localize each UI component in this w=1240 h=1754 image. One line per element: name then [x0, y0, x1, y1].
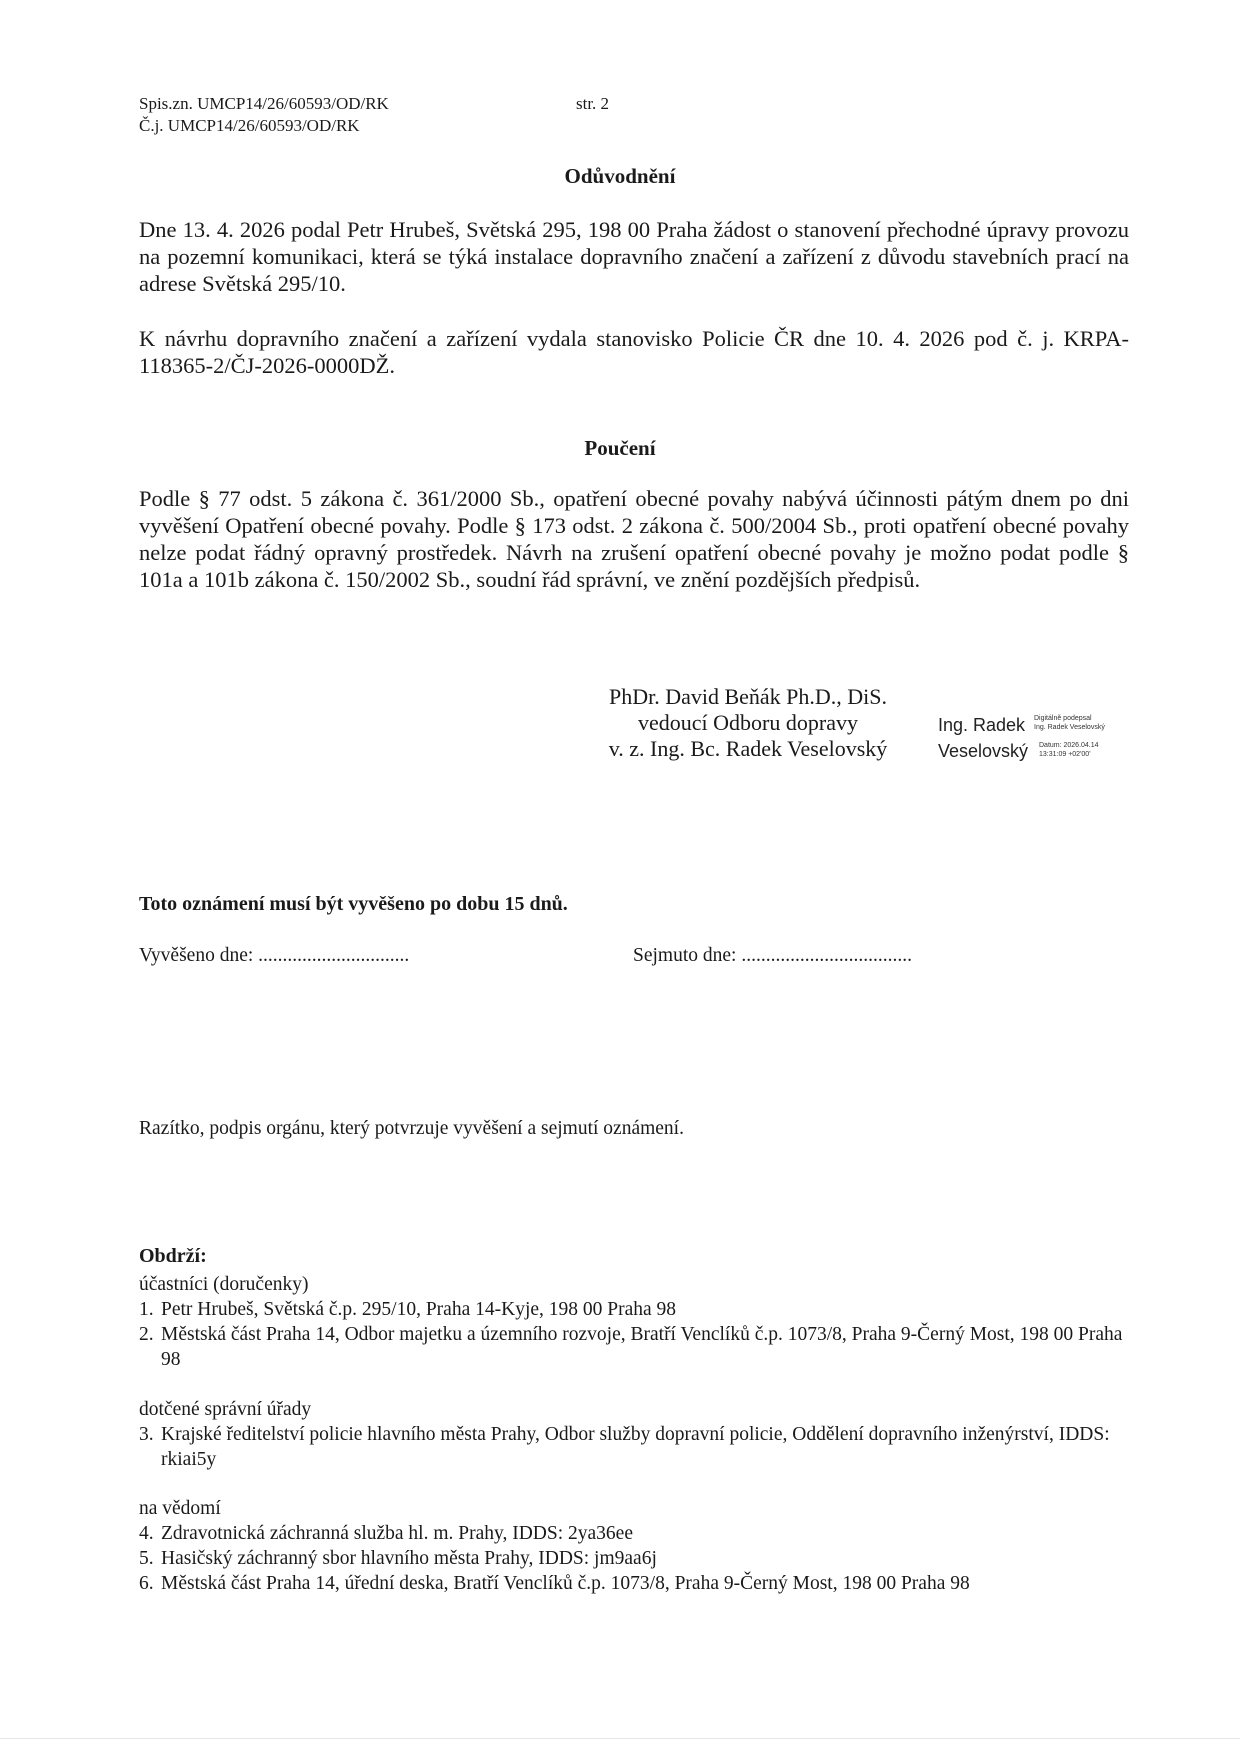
group-label: účastníci (doručenky) [139, 1274, 309, 1295]
group-label: na vědomí [139, 1498, 221, 1519]
list-item [139, 1297, 1139, 1322]
group-label: dotčené správní úřady [139, 1399, 312, 1420]
item-number: 3. [139, 1424, 154, 1445]
list-item [139, 1322, 1139, 1372]
list-item [139, 1546, 1139, 1571]
digital-signature-name-line-1: Ing. Radek [938, 715, 1026, 735]
list-item [139, 1571, 1139, 1596]
instruction-paragraph: Podle § 77 odst. 5 zákona č. 361/2000 Sb., opatření obecné povahy nabývá účinnosti pátým dnem po dni vyvěšení Opatření obecné povahy. Podle § 173 odst. 2 zákona č. 500/2004 Sb., proti opatření obecné povahy nelze podat řádný opravný prostředek. Návrh na zrušení opatření obecné povahy je možno podat podle § 101a a 101b zákona č. 150/2002 Sb., soudní řád správní, ve znění pozdějších předpisů. [139, 486, 1129, 592]
digital-signature-name [938, 712, 1028, 764]
signatory-proxy: v. z. Ing. Bc. Radek Veselovský [608, 736, 888, 761]
file-reference: Spis.zn. UMCP14/26/60593/OD/RK [139, 94, 389, 113]
posting-duration-notice: Toto oznámení musí být vyvěšeno po dobu 15 dnů. [139, 893, 568, 915]
item-text: Městská část Praha 14, úřední deska, Bratří Venclíků č.p. 1073/8, Praha 9-Černý Most, 198 00 Praha 98 [161, 1573, 970, 1594]
instruction-heading: Poučení [584, 436, 656, 460]
item-text: Petr Hrubeš, Světská č.p. 295/10, Praha 14-Kyje, 198 00 Praha 98 [161, 1299, 677, 1320]
item-text: Krajské ředitelství policie hlavního města Prahy, Odbor služby dopravní policie, Oddělení dopravního inženýrství, IDDS: rkiai5y [161, 1424, 1110, 1470]
signatory-role: vedoucí Odboru dopravy [638, 710, 858, 735]
list-item [139, 1521, 1139, 1546]
signatory-name: PhDr. David Beňák Ph.D., DiS. [608, 684, 888, 709]
justification-paragraph-2: K návrhu dopravního značení a zařízení vydala stanovisko Policie ČR dne 10. 4. 2026 pod č. j. KRPA-118365-2/ČJ-2026-0000DŽ. [139, 326, 1129, 378]
item-text: Hasičský záchranný sbor hlavního města Prahy, IDDS: jm9aa6j [161, 1548, 657, 1569]
digital-signature-time: 13:31:09 +02'00' [1039, 751, 1091, 758]
signature-block [598, 684, 898, 762]
recipients-heading: Obdrží: [139, 1245, 207, 1267]
digital-signature-name-line-2: Veselovský [938, 741, 1029, 761]
stamp-instruction: Razítko, podpis orgánu, který potvrzuje vyvěšení a sejmutí oznámení. [139, 1118, 684, 1139]
item-number: 2. [139, 1324, 154, 1345]
justification-paragraph-1: Dne 13. 4. 2026 podal Petr Hrubeš, Světská 295, 198 00 Praha žádost o stanovení přechodné úpravy provozu na pozemní komunikaci, která se týká instalace dopravního značení a zařízení z důvodu stavebních prací na adrese Světská 295/10. [139, 217, 1129, 296]
recipients-group-authorities [139, 1397, 1139, 1472]
item-text: Zdravotnická záchranná služba hl. m. Prahy, IDDS: 2ya36ee [161, 1523, 633, 1544]
digital-signature-label: Digitálně podepsal [1034, 715, 1092, 722]
digital-signature-signer: Ing. Radek Veselovský [1034, 724, 1105, 731]
case-reference: Č.j. UMCP14/26/60593/OD/RK [139, 116, 360, 135]
recipients-group-for-information [139, 1496, 1139, 1596]
justification-heading: Odůvodnění [564, 164, 676, 188]
list-item [139, 1422, 1139, 1472]
recipients-group-participants [139, 1272, 1139, 1372]
digital-signature-date: Datum: 2026.04.14 [1039, 742, 1099, 749]
posted-date-field: Vyvěšeno dne: ............................... [139, 945, 410, 966]
digital-signature [938, 712, 1128, 770]
item-number: 5. [139, 1548, 154, 1569]
page-bottom-edge [0, 1738, 1240, 1739]
removed-date-field: Sejmuto dne: ................................... [633, 945, 912, 966]
item-number: 1. [139, 1299, 154, 1320]
item-number: 6. [139, 1573, 154, 1594]
item-text: Městská část Praha 14, Odbor majetku a územního rozvoje, Bratří Venclíků č.p. 1073/8, Praha 9-Černý Most, 198 00 Praha 98 [161, 1324, 1123, 1370]
item-number: 4. [139, 1523, 154, 1544]
page-number: str. 2 [576, 94, 610, 113]
